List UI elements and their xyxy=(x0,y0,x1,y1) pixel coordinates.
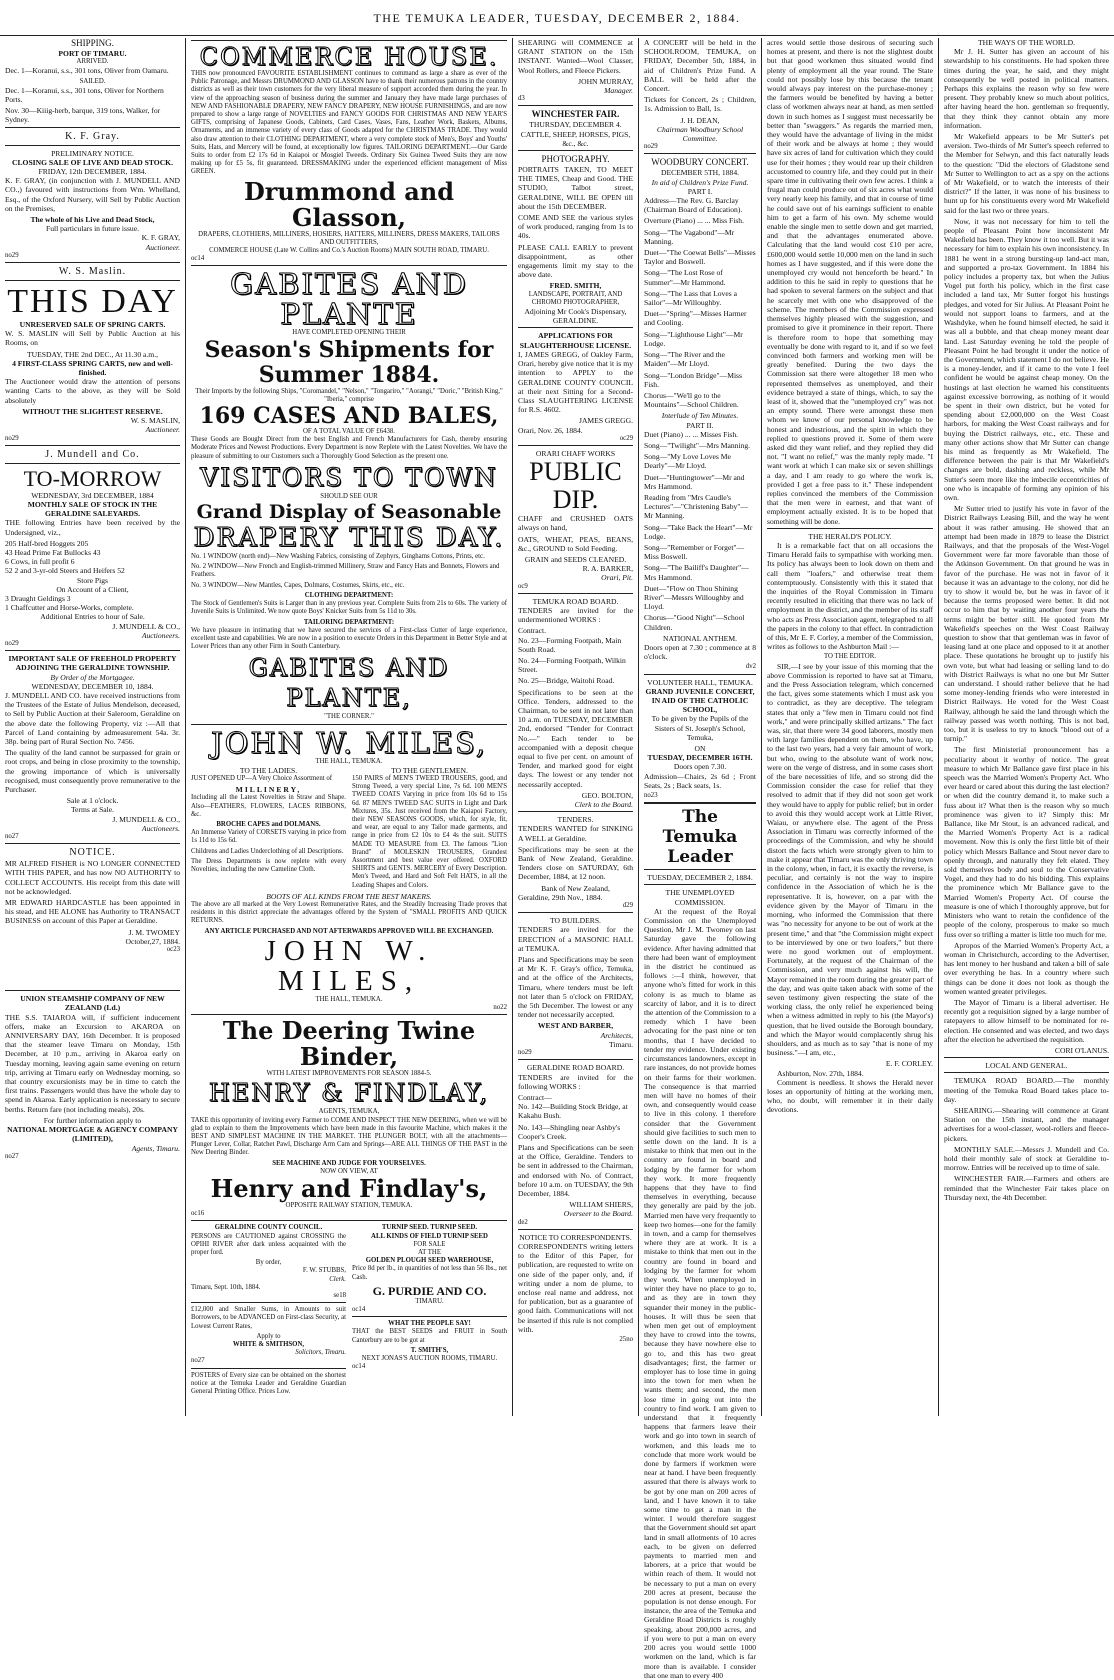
winchester-heading: WINCHESTER FAIR. xyxy=(531,109,620,120)
agency-role: Agents, Timaru. xyxy=(131,1143,180,1153)
notice-code: d29 xyxy=(622,902,633,910)
tickets-line: Tickets for Concert, 2s ; Children, 1s. Admission to Ball, 1s. xyxy=(644,95,756,114)
corr-heading: NOTICE TO CORRESPONDENTS. xyxy=(519,1232,632,1242)
agency-name: NATIONAL MORTGAGE & AGENCY COMPANY (LIMITED), xyxy=(7,1125,178,1144)
programme-item: Song—"The River and the Maiden"—Mr Lloyd. xyxy=(644,350,725,369)
cases-heading: 169 CASES AND BALES, xyxy=(199,403,499,430)
loan-role: Solicitors, Timaru. xyxy=(295,1349,346,1357)
mundell-date: WEDNESDAY, 3rd DECEMBER, 1884 xyxy=(31,490,154,500)
column-4 xyxy=(639,38,761,1680)
woodbury-heading: WOODBURY CONCERT. xyxy=(651,157,749,168)
masonic-notice: TENDERS are invited for the ERECTION of a MASONIC HALL at TEMUKA. xyxy=(518,925,633,953)
ways-heading: THE WAYS OF THE WORLD. xyxy=(978,38,1075,47)
turnip-price: Price 8d per lb., in quantities of not less than 56 lbs., net Cash. xyxy=(352,1265,507,1281)
notice-heading: NOTICE. xyxy=(69,847,116,859)
local-item: TEMUKA ROAD BOARD.—The monthly meeting of the Temuka Road Board takes place to-day. xyxy=(944,1076,1109,1104)
column-6 xyxy=(939,38,1114,1416)
programme-item: Song—"Remember or Forget"—Miss Boswell. xyxy=(644,542,745,562)
miles-hall-footer: THE HALL, TEMUKA. xyxy=(315,995,383,1003)
ways-paragraph: The Mayor of Timaru is a liberal advertiser. He recently got a requisition signed by a large number of ratepayers to allow himself to be nominated for re-election. He consented and was elected, and two days after the election he advertised the requisition. xyxy=(944,997,1109,1044)
maslin-date: TUESDAY, THE 2nd DEC., At 11.30 a.m., xyxy=(27,349,158,359)
sailing-entry: Nov. 30—Kiiig-herb, barque, 319 tons, Walker, for Sydney. xyxy=(5,106,161,125)
west-barber: WEST AND BARBER, xyxy=(537,1021,614,1031)
gentlemen-body: 150 PAIRS of MEN'S TWEED TROUSERS, good, and Strong Tweed, a very special Line, 7s 6d. 100 MEN'S TWEED COATS Varying in price from 10s 6d to 15s 6d. 87 MEN'S TWEED SAC SUITS in Light and Dark Mixtures, 35s. Just received from the Kaiapoi Factory, their NEW SEASONS GOODS, which, for style, fit, and wear, are equal to any Tailor made garments, and range in price from £2 10s to £4 4s the suit. SUITS MADE TO MEASURE from £3. The famous "Lion Brand" of MOLESKIN TROUSERS, Grandest Assortment and best value ever offered. OXFORD SHIRTS and GENTS. MERCERY of Every Description. Men's Tweed, and Hard and Soft Felt HATS, in all the Leading Shapes and Colors. xyxy=(352,774,507,889)
clothing-body: The Stock of Gentlemen's Suits is Larger than in any previous year. Complete Suits from 21s to 60s. The variety of Juvenile Suits is Unlimited. We now quote Boys' Knicker Suits from 5s 11d to 30s. xyxy=(191,600,507,616)
policy-comment: Comment is needless. It shows the Herald never loses an opportunity of hitting at the working men, who, no doubt, will remember it in their daily devotions. xyxy=(767,1077,933,1115)
henry-heading: HENRY & FINDLAY, xyxy=(208,1079,490,1108)
hf-body: TAKE this opportunity of inviting every Farmer to COME AND INSPECT THE NEW DEERING, when we will be glad to explain to them the Improvements which have been made in this favourite Machine, which makes it the BEST AND SIMPLEST MACHINE IN THE MARKET. THE PLUNGER BOLT, with all the attachments—Plunger Lever, Collar, Ratchet Pawl, Discharge Arm Cam and Springs—ARE ALL THINGS OF THE PAST in the New Deering Binder. xyxy=(191,1116,507,1157)
turnip-heading: TURNIP SEED. TURNIP SEED. xyxy=(381,1224,478,1232)
deering-sub: WITH LATEST IMPROVEMENTS FOR SEASON 1884-5. xyxy=(266,1070,432,1078)
horse-entry: 1 Chaffcutter and Horse-Works, complete. xyxy=(5,603,134,613)
commerce-body: THIS now pronounced FAVOURITE ESTABLISHMENT continues to command as large a share as ever of the Public Patronage, and Messrs DRUMMOND AND GLASSON have to thank their numerous patrons in the country districts as well as their town customers for the very liberal measure of support accorded them during the year. In view of the approaching season of business during the summer and January they have made large purchases of NEW AND FASHIONABLE DRAPERY, NEW FANCY DRAPERY, NEW HOUSE FURNISHINGS, and are now prepared to show a large range of NOVELTIES and FANCY GOODS FOR CHRISTMAS AND NEW YEAR'S GIFTS, comprising of Japanese Goods, Cabinets, Card Cases, Vases, Fans, Leather Work, Baskets, Albums, Ornaments, and an immense variety of every class of Goods adapted for the CHRISTMAS TRADE. They would also draw attention to their CLOTHING DEPARTMENT, where a very complete stock of Men's, Boys' and Youths' Suits, Hats, and Mercery will be found, at exceptionally low figures. TAILORING DEPARTMENT.—Our Garde Suits to order from £2 17s 6d in Kaiapoi or Mosgiel Tweeds. Ordinary Six Guinea Tweed Suits they are now making up for £5 5s, fit guaranteed. DRESSMAKING under the experienced efficient management of Miss GREEN. xyxy=(191,70,507,176)
corley-letter: SIR,—I see by your issue of this morning that the above Commission is reported to have sat at Timaru, and the Press Association telegram, which concerned the fact, gives some statements which I must ask you to contradict, as they are deceptive. The telegram states that only a "few men in Timaru could not find work," and were principally skilled artizans." The fact was, sir, that there were 34 good laborers, mostly men with large families dependent on them, who have, up to the last two years, had a very fair amount of work, but who, owing to the absolute want of work now, were on the verge of distress, and in some cases short of the bare necessities of life, and so strong did the Commission consider the case for relief that they resolved to admit that if they did not soon get work they would have to apply for public relief; but in order to avoid this they would accept work at Little River, Waiau, or anywhere else. The agent of the Press Association in Timaru was correctly informed of the proceedings of the Commission, and why he should distort the facts which were strongly given to him to make it appear that Timaru was the only thriving town in the colony, when, in fact, it is exactly the reverse, is peculiar, and certainly is not the way to inspire confidence in the Association of which he is the representative. It is, however, on a par with the evidence given by the Mayor of Timaru in the morning, who informed the Commission that there was "no necessity for anyone to be out of work at the present time," and that "the Commission might expect to be interviewed by one or two loafers," but there were no good workmen out of employment. Fortunately, at the request of the Chairman of the Commission, and very much against his will, the Mayor remained in the room during the greater part of the day, and was quite taken aback with some of the seven testimony given respecting the state of the working class, the only relief he experienced being when a witness admitted in reply to his (the Mayor's) question, that he lived outside the Borough boundary, and which the Mayor would complacently shrug his shoulders, and as much as to say "that is none of my business."—I am, etc., xyxy=(767,661,933,1058)
local-item: WINCHESTER FAIR.—Farmers and others are reminded that the Winchester Fair takes place on Thursday next, the 4th December. xyxy=(944,1174,1109,1202)
column-1 xyxy=(0,38,185,1416)
notice-code: d3 xyxy=(518,95,525,103)
ways-paragraph: Now, it was not necessary for him to tell the people of Pleasant Point how inconsistent Mr Wakefield has been. They know it too well. But it was necessary for him to explain his own inconsistency. In 1881 he went in a strong bursting-up land-act man, and supported a pro-tax Government. In 1884 his policy includes a property tax, but when the Julius Vogel put forth his policy, which in the first case included a land tax, Mr Sutter forgot his hustings pledges, and voted for Sir Julius. At Pleasant Point he would not support loans to farmers, and at the Washdyke, when he found himself elected, he said it was all a bubble, and that cheap money meant dear land. Last Saturday evening he told the people of Pleasant Point he had brought it under the notice of the Government, which statement I do not believe. He is a money-lender, and if it came to the vote I feel confident he would be against cheap money. On the hustings at last election he warned his constituents against excessive borrowing, as nothing of it would be spent in their own district, but he voted for spending about £2,000,000 on the West Coast harbors, for making the West Coast railways and for buying the District railways, etc., etc. These and many other actions show that Mr Sutter can change his mind as frequently as Mr Wakefield. The difference between the pair is that Mr Wakefield's changes are bold, dashing and reckless, while Mr Sutter's seem more like the imbecile eccentricities of one who is incapable of forming any opinion of his own. xyxy=(944,216,1109,502)
council-body: PERSONS are CAUTIONED against CROSSING the OPIHI RIVER after dark unless acquainted with the proper ford. xyxy=(191,1232,346,1257)
notice-code: no22 xyxy=(493,1003,507,1011)
tenders-intro: TENDERS are invited for the undermentioned WORKS : xyxy=(518,605,633,625)
gregg-signature: JAMES GREGG. xyxy=(578,416,633,426)
boots-heading: BOOTS OF ALL KINDS FROM THE BEST MAKERS. xyxy=(266,891,432,901)
orari-heading: ORARI CHAFF WORKS xyxy=(535,448,616,458)
tomorrow-heading: TO-MORROW xyxy=(23,465,162,491)
issue-date: TUESDAY, DECEMBER 2, 1884. xyxy=(647,873,753,883)
ger-tenders: TENDERS are invited for the following WORKS : xyxy=(518,1072,633,1091)
imports-line: Their Imports by the following Ships, "Coromandel," "Nelson," "Tongariro," "Aorangi," "Doric," "British King," "Iberia," comprise xyxy=(195,387,503,403)
gray-body: K. F. GRAY, (in conjunction with J. MUNDELL AND CO.,) favoured with instructions from Wm. Whelland, Esq., of the Oxford Nursery, will Sell by Public Auction on the Premises, xyxy=(5,176,180,213)
fisher-notice: MR ALFRED FISHER is NO LONGER CONNECTED WITH THIS PAPER, and has now NO AUTHORITY to COLLECT ACCOUNTS. His receipt from this date will not be acknowledged. xyxy=(5,859,180,896)
notice-code: oc29 xyxy=(619,434,633,442)
notice-code: oc14 xyxy=(191,255,205,263)
mortgagee-line: By Order of the Mortgagee. xyxy=(50,672,135,682)
works-item: No. 25—Bridge, Waitohi Road. xyxy=(518,676,615,686)
golden-plough: GOLDEN PLOUGH SEED WAREHOUSE, xyxy=(365,1257,494,1265)
grain-line: GRAIN and SEEDS CLEANED. xyxy=(524,554,627,564)
photo-body: PORTRAITS TAKEN, TO MEET THE TIMES, Cheap and Good. THE STUDIO, Talbot street, GERALDINE, WILL BE OPEN till about the 15th DECEMBER. xyxy=(518,165,633,211)
on-view-line: NOW ON VIEW, AT xyxy=(320,1167,378,1175)
maslin-heading: W. S. Maslin. xyxy=(58,266,127,278)
tailoring-heading: TAILORING DEPARTMENT: xyxy=(303,618,395,626)
programme-item: Song—"Take Back the Heart"—Mr Lodge. xyxy=(644,522,753,541)
commerce-heading: COMMERCE HOUSE. xyxy=(199,43,499,71)
corsets-line: An Immense Variety of CORSETS varying in price from 1s 11d to 15s 6d. xyxy=(191,829,346,845)
programme-item: Song—"The Lost Rose of Summer"—Mr Hammond. xyxy=(644,268,726,287)
chaff-line: CHAFF and CRUSHED OATS always on hand, xyxy=(518,514,633,533)
sailing-entry: Dec. 1—Koranui, s.s., 301 tons, Oliver for Northern Ports. xyxy=(5,85,164,105)
concert-notice: A CONCERT will be held in the SCHOOLROOM, TEMUKA, on FRIDAY, December 5th, 1884, in aid of Children's Prize Fund. A BALL will be held after the Concert. xyxy=(644,38,756,94)
opposite-line: OPPOSITE RAILWAY STATION, TEMUKA. xyxy=(285,1202,413,1210)
window-item: No. 2 WINDOW—New French and English-trimmed Millinery, Straw and Fancy Hats and Bonnets, Flowers and Feathers. xyxy=(191,563,500,579)
road-board-heading: TEMUKA ROAD BOARD. xyxy=(532,596,619,606)
tenders-heading: TENDERS. xyxy=(557,815,594,825)
winchester-date: THURSDAY, DECEMBER 4. xyxy=(529,120,622,130)
mundell-role: Auctioneers. xyxy=(141,630,180,640)
goods-note: These Goods are Bought Direct from the best English and French Manufacturers for Cash, thereby ensuring Moderate Prices and Newest Productions. Every Department is now Replete with the Latest Novelties. We have the pleasure of submitting to our Customers such a Thoroughly Good Selection as the present one. xyxy=(191,436,507,460)
dean-role: Chairman Woodbury School Committee. xyxy=(656,124,744,144)
local-item: SHEARING.—Shearing will commence at Grant Station on the 15th instant, and the manager advertises for a wool-classer, wool-rollers and fleece-pickers. xyxy=(944,1105,1109,1143)
entries-intro: THE following Entries have been received by the Undersigned, viz., xyxy=(5,518,180,537)
programme-item: Song—"London Bridge"—Miss Fish. xyxy=(644,370,742,389)
maslin-without: WITHOUT THE SLIGHTEST RESERVE. xyxy=(22,406,163,416)
gray-signature: K. F. GRAY, xyxy=(141,233,180,243)
drummond-address: COMMERCE HOUSE (Late W. Collins and Co.'s Auction Rooms) MAIN SOUTH ROAD, TIMARU. xyxy=(209,247,489,255)
column-5 xyxy=(762,38,938,1416)
sailed-label: SAILED. xyxy=(79,77,106,85)
people-body: THAT the BEST SEEDS and FRUIT in South Canterbury are to be got at xyxy=(352,1328,507,1344)
notice-code: oc16 xyxy=(191,1210,205,1218)
client-line: On Account of a Client, xyxy=(56,584,129,594)
posters-notice: POSTERS of Every size can be obtained on the shortest notice at the Temuka Leader and Geraldine Guardian General Printing Office. Prices Low. xyxy=(191,1371,346,1396)
ways-paragraph: Mr Sutter tried to justify his vote in favor of the District Railways Leasing Bill, and the way he went about it was rather amusing. He showed that an attempt had been made in 1879 to lease the District Railways, and that the proposals of the West-Vogel Government were far more favorable than those of the Atkinson Government. On that ground he was in favor of the purchase. He was not in favor of it because it was an advantage to the colony, nor did he try to show it would be, but he was in favor of it because the terms proposed were better. It did not occur to him that by waiting another four years the terms might be better still. He quoted from Mr Wakefield's speeches on the West Coast Railway question to show that that gentleman was in favor of leasing land at one place and opposed to it at another place. These quotations he brought up to justify his own vote, but what had leasing or selling land to do with District Railways is what no one but Mr Sutter can understand. I should rather believe that he had some money-lending friends who were interested in District Railways. He voted for the West Coast Railway, although he said the land through which the railway passed was worth nothing. This is not bad, too, but it is useless to try to knock "blood out of a turnip." xyxy=(944,504,1109,744)
window-item: No. 3 WINDOW—New Mantles, Capes, Dolmans, Costumes, Skirts, etc., etc. xyxy=(191,581,405,589)
fred-role: LANDSCAPE, PORTRAIT, AND CHROMO PHOTOGRAPHER, xyxy=(528,290,623,306)
freehold-signature: J. MUNDELL & CO., xyxy=(112,814,180,824)
works-item: No. 24—Forming Footpath, Wilkin Street. xyxy=(518,655,626,675)
fred-address: Adjoining Mr Cook's Dispensary, GERALDINE. xyxy=(524,307,627,326)
juvenile-heading: GRAND JUVENILE CONCERT, IN AID OF THE CATHOLIC SCHOOL, xyxy=(645,686,755,715)
programme-item: Overture (Piano) ... ... Miss Fish. xyxy=(644,216,744,226)
freehold-role: Auctioneers. xyxy=(141,823,180,833)
stock-entry: Store Pigs xyxy=(76,575,108,585)
ways-paragraph: The first Ministerial pronouncement has a peculiarity about it worthy of notice. The great measure to which Mr Ballance gave first place in his speech was the Married Women's Property Act. Who ever heard or cared about this during the last election? or when did the country demand it, to make such a fuss about it? What then is the reason why so much prominence was given to it? Simply this: Mr Ballance, like Mr Stout, is an advanced radical, and the Married Women's Property Act is a radical movement. Now this is only the first little bit of their policy which Messrs Ballance and Stout never dare to openly through, and naturally they felt elated. They sold themselves body and soul to the Conservative Vogel, and they had to do his bidding. This explains the prominence which Mr Ballance gave to the Married Women's Property Act. Of course the measure is one of which I thoroughly approve, but for Ministers who want to retain the confidence of the people of the colony, prosperous to make so much fuss over so trifling a matter is little too much for me. xyxy=(944,745,1109,939)
column-2 xyxy=(186,38,512,1416)
bank-spec: Specifications may be seen at the Bank of New Zealand, Geraldine. Tenders close on SATURDAY, 6th December, 1884, at 12 noon. xyxy=(518,844,633,882)
bolton-role: Clerk to the Board. xyxy=(574,800,633,810)
people-heading: WHAT THE PEOPLE SAY! xyxy=(388,1320,471,1328)
completed-line: HAVE COMPLETED OPENING THEIR xyxy=(292,329,406,337)
boots-body: The above are all marked at the Very Lowest Remunerative Rates, and the Steadily Increasing Trade proves that residents in this district appreciate the advantages offered by the System of "SMALL PROFITS AND QUICK RETURNS. xyxy=(191,900,507,925)
part-two-label: PART II. xyxy=(686,420,714,430)
notice-code: no29 xyxy=(5,434,19,442)
doors-2: Doors open 7.30. xyxy=(673,762,727,772)
ways-paragraph: Mr J. H. Sutter has given an account of his stewardship to his constituents. He had spoken three times during the year, he said, and they might consequently be well posted in political matters. Perhaps this explains the reason why so few were present. They probably knew so much about politics, after having heard the hon. gentleman so frequently, that they think they cannot obtain any more information. xyxy=(944,47,1109,130)
admission-line: Admission—Chairs, 2s 6d ; Front Seats, 2s ; Back seats, 1s. xyxy=(644,771,756,790)
local-item: MONTHLY SALE.—Messrs J. Mundell and Co. hold their monthly sale of stock at Geraldine to-morrow. Entries will be received up to time of sale. xyxy=(944,1144,1109,1173)
corr-body: CORRESPONDENTS writing letters to the Editor of this Paper, for publication, are requested to write on one side of the paper only, and, if writing under a nom de plume, to enclose real name and address, not for publication, but as a guarantee of good faith. Communications will not be inserted if this rule is not complied with. xyxy=(518,1241,633,1334)
maslin-note: The Auctioneer would draw the attention of persons wanting Carts to the above, as they will be Sold absolutely xyxy=(5,377,180,405)
notice-code: no29 xyxy=(5,251,19,259)
notice-code: oc14 xyxy=(352,1363,366,1371)
turnip-at: AT THE xyxy=(418,1249,441,1257)
stock-entry: 52 2 and 3-yr-old Steers and Heifers 52 xyxy=(5,566,125,576)
ger-contract: Contract— xyxy=(518,1092,552,1102)
council-signature: F. W. STUBBS, xyxy=(302,1267,346,1275)
ways-paragraph: Mr Wakefield appears to be Mr Sutter's pet aversion. Two-thirds of Mr Sutter's speech referred to the Member for Selwyn, and this fact naturally leads to the question: "Did the electors of Gladstone send Mr Sutter to Wellington to act as a spy on the actions of Mr Wakefield, or to watch the interests of their district?" If the latter, it was none of his business to hunt up for his constituents every word Mr Wakefield said for the last two or three years. xyxy=(944,132,1109,215)
on-label: ON xyxy=(694,744,706,754)
loan-solicitors: WHITE & SMITHSON, xyxy=(232,1341,305,1349)
architects-location: Timaru. xyxy=(609,1039,633,1049)
maslin-signature: W. S. MASLIN, xyxy=(130,416,180,426)
gabites-heading: GABITES AND PLANTE xyxy=(229,267,469,332)
sinking-notice: TENDERS WANTED for SINKING A WELL at Geraldine. xyxy=(518,824,633,843)
gregg-body: I, JAMES GREGG, of Oakley Farm, Orari, hereby give notice that it is my intention to APPLY to the GERALDINE COUNTY COUNCIL at their next Sitting for a Second-Class SLAUGHTERING LICENSE for R.S. 4602. xyxy=(518,349,633,415)
purdie-location: TIMARU. xyxy=(415,1297,444,1305)
anthem-line: NATIONAL ANTHEM. xyxy=(663,633,737,643)
mundell-heading: J. Mundell and Co. xyxy=(45,448,140,460)
contract-label: Contract. xyxy=(518,626,547,636)
programme-item: Song—"The Vagabond"—Mr Manning. xyxy=(644,227,735,246)
murray-role: Manager. xyxy=(604,86,633,96)
maslin-role: Auctioneer. xyxy=(145,425,180,435)
notice-code: no23 xyxy=(644,792,658,800)
monthly-sale: MONTHLY SALE OF STOCK IN THE GERALDINE SALEYARDS. xyxy=(27,499,158,519)
notice-code: oc14 xyxy=(352,1306,366,1314)
freehold-heading: IMPORTANT SALE OF FREEHOLD PROPERTY ADJOINING THE GERALDINE TOWNSHIP. xyxy=(8,654,177,673)
ladies-body: Including all the Latest Novelties in Straw and Shape. Also—FEATHERS, FLOWERS, LACES RIBBONS, &c. xyxy=(191,794,346,818)
part-one-label: PART I. xyxy=(687,186,713,196)
programme-item: Duet—"Flow on Thou Shining River"—Messrs Willoughby and Lloyd. xyxy=(644,583,744,612)
ger-spec: Plans and Specifications can be seen at the Office, Geraldine. Tenders to be sent in addressed to the Chairman, and endorsed with No. of Contract, before 10 a.m. on TUESDAY, the 9th December, 1884. xyxy=(518,1142,633,1198)
column-3 xyxy=(513,38,638,1416)
tenders-spec: Specifications to be seen at the Office. Tenders, addressed to the Chairman, to be sent in not later than 10 a.m. on TUESDAY, DECEMBER 2nd, endorsed "Tender for Contract No.—" Each tender to be accompanied with a deposit cheque equal to five per cent. on amount of Tender, and marked good for eight days. The lowest or any tender not necessarily accepted. xyxy=(518,687,633,789)
council-date: Timaru, Sept. 10th, 1884. xyxy=(191,1283,261,1291)
twomey-signature: J. M. TWOMEY xyxy=(128,927,180,937)
programme-item: Song—"The Bailiff's Daughter"—Mrs Hammond. xyxy=(644,563,749,582)
should-line: SHOULD SEE OUR xyxy=(320,492,378,500)
bank-date: Geraldine, 29th Nov., 1884. xyxy=(518,892,603,902)
article-body: At the request of the Royal Commission on the Unemployed Question, Mr J. M. Twomey on last Saturday gave the following evidence. After having admitted that there had been want of employment in the district he continued as follows :—I think, however, that anyone who's fitted for work in this colony is as much to blame as scarcity of labor, and it is to direct the attention of the Commission to a remedy which I have been advocating for the past nine or ten months, that I have decided to tender my evidence. Under existing circumstances landowners, except in rare instances, do not provide homes on their farms for their workmen. The consequence is that married men will have no homes of their own, and consequently would cease to live in this colony. I therefore consider that the Government should give facilities to such men to settle down on the land. It is a mistake to think that men out in the country are found in board and lodging by the farmer for whom they work. It more frequently happens that they have to find themselves in everything, because they generally are paid by the job. Married men have very frequently to keep two homes—one for the family in town, and a camp for themselves where they are at work. It is a mistake to think that men out in the country are found in board and lodging by the farmer for whom they work. When unemployed in winter they have no place to go to, and as they are in town they squander their money in the public-houses. It will thus be seen that when men get out of employment they have to crowd into the towns, because they have nowhere else to go to, and this has two great disadvantages; first, the farmer or employer has to lose time in going into the town for men when he wants them; and second, the men lose time in going out into the country to find work. I am given to understand that it frequently happens that farmers leave their work and go into town in search of workmen, and this leads me to conclude that more work would be done by farmers if workmen were near at hand. I have been frequently assured that there is always work to be got by one man on 200 acres of land, and I have known it to take some time to get a man in the winter. I would therefore suggest that the Government should set apart land in small allotments of 10 acres each, to be given on deferred payments to married men and laborers, at a price that would be within reach of them. It would not be necessary to put a man on every 200 acres at present, because the population is not dense enough. For instance, the area of the Temuka and Geraldine Road Districts is roughly speaking, about 200,000 acres, and if you were to put a man on every 200 acres you would settle 1000 workmen on the land, which is far more than is available. I consider that one man to every 400 xyxy=(644,906,756,1680)
ways-paragraph: Apropos of the Married Women's Property Act, a woman in Christchurch, according to the Advertiser, has lent money to her husband and taken a bill of sale over everything he has. In a country where such things can be done it does not look as though the women wanted greater privileges. xyxy=(944,940,1109,996)
gentlemen-heading: TO THE GENTLEMEN. xyxy=(391,765,468,775)
council-role: Clerk. xyxy=(329,1275,346,1283)
programme-item: Duet—"The Coewat Bells"—Misses Taylor and Boswell. xyxy=(644,248,756,267)
grand-display: Grand Display of Seasonable xyxy=(196,501,502,524)
this-day-heading: THIS DAY xyxy=(7,283,178,321)
ways-signature: CORI O'LANUS. xyxy=(1054,1045,1109,1055)
slaughter-heading: APPLICATIONS FOR SLAUGHTERHOUSE LICENSE. xyxy=(519,331,632,350)
gray-prelim: PRELIMINARY NOTICE. xyxy=(51,148,134,158)
smith-address: NEXT JONAS'S AUCTION ROOMS, TIMARU. xyxy=(361,1355,498,1363)
gray-full: Full particulars in future issue. xyxy=(45,224,139,234)
ladies-intro: JUST OPENED UP—A Very Choice Assortment of xyxy=(191,774,332,782)
shipping-heading: SHIPPING. xyxy=(71,38,114,48)
taiaroa-body: THE S.S. TAIAROA will, if sufficient inducement offers, make an Excursion to AKAROA on ANNIVERSARY DAY, 16th December. It is proposed that the steamer leave Timaru on Monday, 15th December, at 10 p.m., arriving in Akaroa early on Tuesday morning, leaving again same evening on return trip, arriving at Timaru early on Wednesday morning, so that country excursionists may be in time to catch the first trains. Passengers would thus have the whole day to spend in Akaroa. Early application is necessary to secure berths. Return fare (not including meals), 20s. xyxy=(5,1012,180,1114)
hardcastle-notice: MR EDWARD HARDCASTLE has been appointed in his stead, and HE ALONE has Authority to TRANSACT BUSINESS on account of this Paper at Geraldine. xyxy=(5,898,180,926)
mundell-signature: J. MUNDELL & CO., xyxy=(112,621,180,631)
tailoring-body: We have pleasure in intimating that we have secured the services of a First-class Cutter of large experience, excellent taste and capabilities. We are now in a position to execute Orders in this Department in Better Style and at Lower Prices than any other Firm in South Canterbury. xyxy=(191,626,507,651)
notice-code: no29 xyxy=(518,1049,532,1057)
winchester-stock: CATTLE, SHEEP, HORSES, PIGS, &c., &c. xyxy=(520,129,631,148)
notice-code: oc23 xyxy=(166,946,180,954)
stock-entry: 6 Cows, in full profit 6 xyxy=(5,557,75,567)
bolton-signature: GEO. BOLTON, xyxy=(581,790,633,800)
hf-footer: Henry and Findlay's, xyxy=(210,1174,488,1204)
drapery-heading: DRAPERY THIS DAY. xyxy=(193,523,505,554)
terms-line: Terms at Sale. xyxy=(70,805,115,815)
geraldine-rb-heading: GERALDINE ROAD BOARD. xyxy=(526,1063,625,1073)
gray-closing: CLOSING SALE OF LIVE AND DEAD STOCK. xyxy=(12,157,173,167)
notice-date: October,27, 1884. xyxy=(125,936,180,946)
notice-code: se18 xyxy=(333,1292,346,1300)
season-heading: Season's Shipments for Summer 1884. xyxy=(204,336,494,388)
volunteer-heading: VOLUNTEER HALL, TEMUKA. xyxy=(647,677,753,687)
photo-heading: PHOTOGRAPHY. xyxy=(541,154,610,165)
turnip-body: ALL KINDS OF FIELD TURNIP SEED xyxy=(371,1232,488,1240)
notice-code: no29 xyxy=(644,143,658,151)
gray-role: Auctioneer. xyxy=(145,242,180,252)
horse-entry: 3 Draught Geldings 3 xyxy=(5,593,71,603)
turnip-for-sale: FOR SALE xyxy=(413,1240,446,1248)
union-heading: UNION STEAMSHIP COMPANY OF NEW ZEALAND (Ld.) xyxy=(20,994,165,1013)
murray-signature: JOHN MURRAY, xyxy=(578,76,633,86)
programme-item: Song—"Lighthouse Light"—Mr Lodge. xyxy=(644,329,743,348)
gregg-date: Orari, Nov. 26, 1884. xyxy=(518,425,583,435)
ger-works-item: No. 143—Shingling near Ashby's Cooper's Creek. xyxy=(518,1122,621,1141)
oats-line: OATS, WHEAT, PEAS, BEANS, &c., GROUND to Sold Feeding. xyxy=(518,534,633,553)
woodbury-aid: In aid of Children's Prize Fund. xyxy=(651,177,749,187)
programme-item: Song—"Twilight"—Mrs Manning. xyxy=(644,440,751,450)
council-order: By order, xyxy=(255,1259,282,1267)
interlude-line: Interlude of Ten Minutes. xyxy=(661,411,739,421)
shearing-notice: SHEARING will COMMENCE at GRANT STATION on the 15th INSTANT. Wanted—Wool Classer, Wool Rollers, and Fleece Pickers. xyxy=(518,38,633,75)
millinery-heading: MILLINERY, xyxy=(235,785,302,795)
unreserved-heading: UNRESERVED SALE OF SPRING CARTS. xyxy=(19,320,166,330)
additional-entries: Additional Entries to hour of Sale. xyxy=(40,612,145,622)
article-continued: acres would settle those desirous of securing such homes at present, and there is not the slightest doubt but that good workmen thus situated would find plenty of employment all the year round. The State could not possibly lose by this because the tenant would always pay interest on the purchase-money ; the farmers would be benefited by having a better class of workmen always near at hand, as men settled down in such homes as I suggest must necessarily be better than "swaggers." As regards the married men, they would have the advantage of living in the midst of their work and be always at home ; they would have six acres of land for cultivation which they could use for their homes ; they would rear up their children accustomed to country life, and they could put in their spare time in cultivating their own few acres. I think a frugal man could produce out of six acres what would very nearly keep his family, and that in course of time he could save out of his earnings sufficient to enable him to get a farm of his own. My scheme would enable the single men to settle down and get married, and that the advantages enumerated above. Calculating that the land would cost £10 per acre, £600,000 would settle 10,000 men on the land in such homes as I have suggested, and if this were done the unemployed cry would not henceforth be heard." In addition to this he said in reply to questions that he had spoken to several farmers on the subject and that he scarcely met with one who disapproved of the scheme. The members of the Commission expressed themselves highly pleased with the suggestion, and promised to give it prominence in their report. There is therefore room to hope that something may eventually be done with regard to it, and if so we feel convinced both farmers and working men will be greatly benefited. During the two days the Commission sat there were altogether 18 men who represented themselves as unemployed, and their evidence betrayed a state of things, which, to say the least of it, showed that the "unemployed cry" was not an empty sound. There were amongst these men whom we know of our personal knowledge to be honest and industrious, and the spirit in which they replied to questions proved it. Some of them were asked did they want relief, and they replied they did not. "I want no relief," was the manly reply made. "I want work at which I can make six or seven shillings a day, and I am ready to go where the work is, provided I get a free pass to it." These independent replies convinced the members of the Commission that the men were in earnest, and that want of employment actually existed. It is to be hoped that something will be done. xyxy=(767,38,933,526)
works-item: No. 23—Forming Footpath, Main South Road. xyxy=(518,635,622,654)
purdie-name: G. PURDIE AND CO. xyxy=(372,1283,487,1298)
article-heading: THE UNEMPLOYED COMMISSION. xyxy=(665,888,735,907)
fred-name: FRED. SMITH, xyxy=(549,281,602,291)
notice-code: no27 xyxy=(5,833,19,841)
gray-heading: K. F. Gray. xyxy=(65,130,120,142)
programme-item: Duet (Piano) ... ... Misses Fish. xyxy=(644,429,739,439)
brochet-line: BROCHE CAPES and DOLMANS. xyxy=(216,820,321,828)
gray-date: FRIDAY, 12th DECEMBER, 1884. xyxy=(38,167,147,177)
port-heading: PORT OF TIMARU. xyxy=(58,49,127,58)
arrival-entry: Dec. 1—Koranui, s.s., 301 tons, Oliver from Oamaru. xyxy=(5,66,169,76)
loan-notice: £12,000 and Smaller Sums, in Amounts to suit Borrowers, to be ADVANCED on First-class Security, at Lowest Current Rates, xyxy=(191,1306,346,1330)
masthead: THE TEMUKA LEADER, TUESDAY, DECEMBER 2, 1884. xyxy=(0,0,1114,36)
loan-apply: Apply to xyxy=(256,1332,281,1340)
policy-heading: THE HERALD'S POLICY. xyxy=(808,531,892,541)
taiaroa-for: For further information apply to xyxy=(43,1115,142,1125)
paper-title: The Temuka Leader xyxy=(662,807,738,868)
miles-hall: THE HALL, TEMUKA. xyxy=(315,757,383,765)
smith-name: T. SMITH'S, xyxy=(410,1346,449,1354)
children-line: Childrens and Ladies Underclothing of all Descriptions. xyxy=(191,847,344,855)
programme-item: Chorus—"Good Night"—School Children. xyxy=(644,613,745,632)
pupils-line: To be given by the Pupils of the Sisters of St. Joseph's School, Temuka, xyxy=(651,714,749,742)
notice-code: no27 xyxy=(191,1357,205,1365)
notice-code: no29 xyxy=(5,639,19,647)
masonic-body: Plans and Specifications may be seen at Mr K. F. Gray's office, Temuka, and at the office of the Architects, Timaru, where tenders must be left not later than 5 o'clock on FRIDAY, the 5th December. The lowest or any tender not necessarily accepted. xyxy=(518,955,633,1020)
clothing-heading: CLOTHING DEPARTMENT: xyxy=(304,591,394,599)
programme-item: Duet—"Spring"—Misses Harmer and Cooling. xyxy=(644,309,747,328)
notice-code: 25no xyxy=(619,1335,633,1343)
barker-location: Orari, Pit. xyxy=(601,573,633,583)
doors-line: Doors open at 7.30 ; commence at 8 o'clock. xyxy=(644,642,756,662)
maslin-body: W. S. MASLIN will Sell by Public Auction at his Rooms, on xyxy=(5,329,180,348)
see-line: SEE MACHINE AND JUDGE FOR YOURSELVES. xyxy=(272,1159,426,1167)
letter-date: Ashburton, Nov. 27th, 1884. xyxy=(777,1068,864,1078)
notice-code: dv2 xyxy=(745,663,756,671)
freehold-body: J. MUNDELL AND CO. have received instructions from the Trustees of the Estate of Julius Mendelson, deceased, to Sell by Public Auction at their Saleroom, Geraldine on the above date the following Property, viz :—All that Parcel of Land containing by admeasurement 54a. 3r. 38p. being part of Rural Section No. 7456. xyxy=(5,690,180,746)
sale-time: Sale at 1 o'clock. xyxy=(66,796,119,806)
bank-name: Bank of New Zealand, xyxy=(541,883,610,893)
freehold-quality: The quality of the land cannot be surpassed for grain or root crops, and being in close proximity to the township, the growing importance of which is universally recognised, must consequently prove remunerative to the Purchaser. xyxy=(5,748,180,794)
notice-code: oc9 xyxy=(518,582,528,590)
corley-signature: E. F. CORLEY. xyxy=(885,1059,933,1069)
to-editor: TO THE EDITOR. xyxy=(824,653,876,661)
ger-works-item: No. 142—Building Stock Bridge, at Kakahu Bush. xyxy=(518,1102,628,1121)
architects-role: Architects, xyxy=(600,1030,633,1040)
arrived-label: ARRIVED. xyxy=(76,58,109,66)
stock-entry: 205 Half-bred Hoggets 205 xyxy=(5,538,89,548)
programme-item: Song—"My Love Loves Me Dearly"—Mr Lloyd. xyxy=(644,452,731,471)
programme-item: Address—The Rev. G. Barclay (Chairman Board of Education). xyxy=(644,196,743,215)
window-item: No. 1 WINDOW (north end)—New Washing Fabrics, consisting of Zephyrs, Ginghams Cottons, Prints, etc. xyxy=(191,553,485,561)
local-heading: LOCAL AND GENERAL. xyxy=(985,1061,1068,1071)
miles-heading: JOHN W. MILES, xyxy=(210,725,488,760)
gray-body-2: The whole of his Live and Dead Stock, xyxy=(30,215,155,225)
council-heading: GERALDINE COUNTY COUNCIL. xyxy=(214,1224,323,1232)
dress-line: The Dress Departments is now replete with every Novelties, including the new Cameline Cloth. xyxy=(191,857,346,873)
hf-agents: AGENTS, TEMUKA, xyxy=(318,1108,380,1116)
drummond-heading: Drummond and Glasson, xyxy=(243,176,455,232)
barker-signature: R. A. BARKER, xyxy=(582,564,633,574)
visitors-heading: VISITORS TO TOWN xyxy=(200,462,498,492)
dean-signature: J. H. DEAN, xyxy=(680,115,720,125)
woodbury-date: DECEMBER 5TH, 1884. xyxy=(660,168,740,178)
maslin-carts: 4 FIRST-CLASS SPRING CARTS, new and well-finished. xyxy=(12,358,173,378)
photo-please: PLEASE CALL EARLY to prevent disappointment, as other engagements limit my stay to the above date. xyxy=(518,242,633,280)
shiers-role: Overseer to the Board. xyxy=(563,1209,633,1219)
notice-code: de2 xyxy=(518,1218,528,1226)
shiers-signature: WILLIAM SHIERS, xyxy=(569,1200,633,1210)
gabites-footer: GABITES AND PLANTE, xyxy=(248,654,450,713)
ladies-heading: TO THE LADIES. xyxy=(239,765,298,775)
drummond-trades: DRAPERS, CLOTHIERS, MILLINERS, HOSIERS, HATTERS, MILLINERS, DRESS MAKERS, TAILORS AND OUTFITTERS, xyxy=(198,230,500,246)
freehold-date: WEDNESDAY, DECEMBER 10, 1884. xyxy=(31,681,154,691)
policy-body: It is a remarkable fact that on all occasions the Timaru Herald fails to sympathise with working men. Its policy has always been to look down on them and call them "loafers," and otherwise treat them contemptuously. Consistently with this it stated that the inquiries of the Royal Commission in Timaru recently resulted in eliciting that there was no lack of employment in the district, and the member of its staff who acts as Press Association agent, telegraphed to all the papers in the colony to that effect. In contradiction of this, Mr E. F. Corley, a member of the Commission, writes as follows to the Ashburton Mail :— xyxy=(767,540,933,652)
photo-come: COME AND SEE the various styles of work produced, ranging from 1s to 40s. xyxy=(518,213,633,241)
miles-footer: JOHN W. MILES, xyxy=(264,934,434,997)
value-line: OF A TOTAL VALUE OF £6438. xyxy=(303,428,395,436)
juvenile-date: TUESDAY, DECEMBER 16TH. xyxy=(647,753,753,763)
library-stamp xyxy=(5,954,180,988)
builders-heading: TO BUILDERS. xyxy=(550,916,601,926)
programme-item: Reading from "Mrs Caudle's Lectures"—"Christening Baby"—Mr Manning. xyxy=(644,492,748,521)
deering-heading: The Deering Twine Binder, xyxy=(222,1016,476,1072)
programme-item: Duet—"Huntingtower"—Mr and Mrs Hammond. xyxy=(644,472,745,491)
stock-entry: 43 Head Prime Fat Bullocks 43 xyxy=(5,547,101,557)
corner-line: "THE CORNER." xyxy=(324,713,374,721)
exchange-line: ANY ARTICLE PURCHASED AND NOT AFTERWARDS APPROVED WILL BE EXCHANGED. xyxy=(204,927,494,935)
programme-item: Song—"The Lass that Loves a Sailor"—Mr Willoughby. xyxy=(644,288,737,308)
public-dip-heading: PUBLIC DIP. xyxy=(529,457,622,515)
programme-item: Chorus—"We'll go to the Mountains"—School Children. xyxy=(644,390,739,410)
notice-code: no27 xyxy=(5,1152,19,1160)
